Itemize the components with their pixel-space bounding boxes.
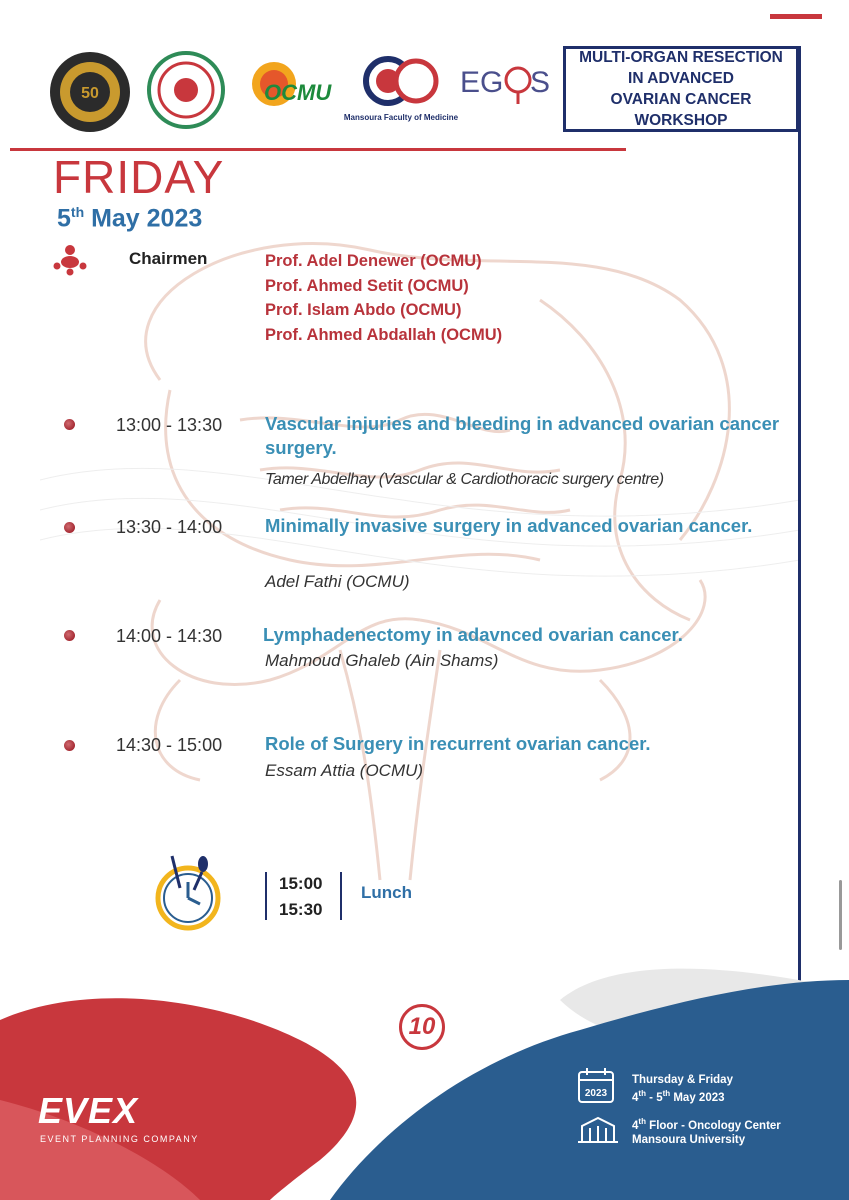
seal-icon: [48, 50, 132, 134]
session-title: Lymphadenectomy in adavnced ovarian cancer.: [263, 624, 683, 645]
session-bullet: [64, 419, 75, 430]
svg-text:S: S: [530, 66, 551, 99]
building-icon: [576, 1112, 620, 1146]
session-speaker: Essam Attia (OCMU): [265, 761, 424, 780]
session-title: Role of Surgery in recurrent ovarian cancer.: [265, 733, 651, 754]
session-speaker: Tamer Abdelhay (Vascular & Cardiothoracic surgery centre): [265, 471, 664, 488]
session-speaker: Mahmoud Ghaleb (Ain Shams): [265, 651, 499, 670]
chairman-name: Prof. Islam Abdo (OCMU): [265, 301, 462, 319]
session-time: 14:30 - 15:00: [116, 735, 223, 755]
session-bullet: [64, 630, 75, 641]
lunch-times: [279, 871, 322, 923]
venue-floor: 4th Floor - Oncology Center: [632, 1117, 781, 1132]
cme-icon: [360, 55, 442, 113]
chairman-name: Prof. Ahmed Setit (OCMU): [265, 276, 469, 295]
calendar-icon: [576, 1066, 616, 1106]
event-date-range: 4th - 5th May 2023: [632, 1089, 725, 1104]
fork-spoon-clock-icon: [150, 852, 230, 934]
cme-logo: [343, 50, 459, 126]
workshop-title: MULTI-ORGAN RESECTION IN ADVANCED OVARIAN CANCER WORKSHOP: [579, 49, 783, 129]
evex-logo: EVEX: [38, 1090, 139, 1131]
session-bullet: [64, 522, 75, 533]
svg-text:EG: EG: [460, 66, 504, 99]
mansoura-university-golden-jubilee-logo: [48, 50, 132, 134]
chairmen-label: Chairmen: [129, 249, 208, 268]
day-title: FRIDAY: [53, 151, 225, 203]
workshop-title-box: [563, 46, 799, 132]
crest-icon: [146, 50, 226, 130]
lunch-divider: [265, 872, 267, 920]
svg-text:50: 50: [81, 85, 99, 102]
session-title: Vascular injuries and bleeding in advanced ovarian cancer surgery.: [265, 413, 780, 458]
page-number: 10: [399, 1004, 445, 1050]
egos-icon: [458, 58, 552, 122]
ocmu-oncology-center-logo: [234, 52, 346, 122]
chairman-name: Prof. Adel Denewer (OCMU): [265, 252, 482, 270]
evex-tagline: EVENT PLANNING COMPANY: [40, 1134, 199, 1144]
egos-logo: [458, 58, 552, 122]
mansoura-faculty-of-medicine-logo: [146, 50, 226, 130]
day-date: 5th May 2023: [57, 204, 203, 233]
people-icon: [52, 242, 88, 276]
chairman-name: Prof. Ahmed Abdallah (OCMU): [265, 325, 503, 344]
lunch-label: Lunch: [361, 883, 412, 902]
svg-text:OCMU: OCMU: [264, 80, 332, 105]
top-accent-bar: [770, 14, 822, 19]
session-time: 13:30 - 14:00: [116, 517, 223, 537]
lunch-start: 15:00: [279, 874, 323, 893]
event-venue: [632, 1115, 781, 1147]
event-dates: [632, 1073, 733, 1105]
cme-caption: Mansoura Faculty of Medicine: [343, 112, 459, 122]
sun-icon: [234, 52, 346, 122]
calendar-year: 2023: [584, 1088, 608, 1099]
lunch-divider: [340, 872, 342, 920]
venue-university: Mansoura University: [632, 1133, 746, 1146]
chairmen-list: [265, 249, 502, 347]
session-title: Minimally invasive surgery in advanced ovarian cancer.: [265, 515, 753, 536]
lunch-end: 15:30: [279, 900, 323, 919]
event-days: Thursday & Friday: [632, 1074, 733, 1086]
scrollbar-thumb[interactable]: [839, 880, 842, 950]
session-time: 13:00 - 13:30: [116, 415, 223, 435]
session-bullet: [64, 740, 75, 751]
right-vertical-rule: [798, 46, 801, 991]
session-speaker: Adel Fathi (OCMU): [265, 572, 410, 591]
session-time: 14:00 - 14:30: [116, 626, 223, 646]
